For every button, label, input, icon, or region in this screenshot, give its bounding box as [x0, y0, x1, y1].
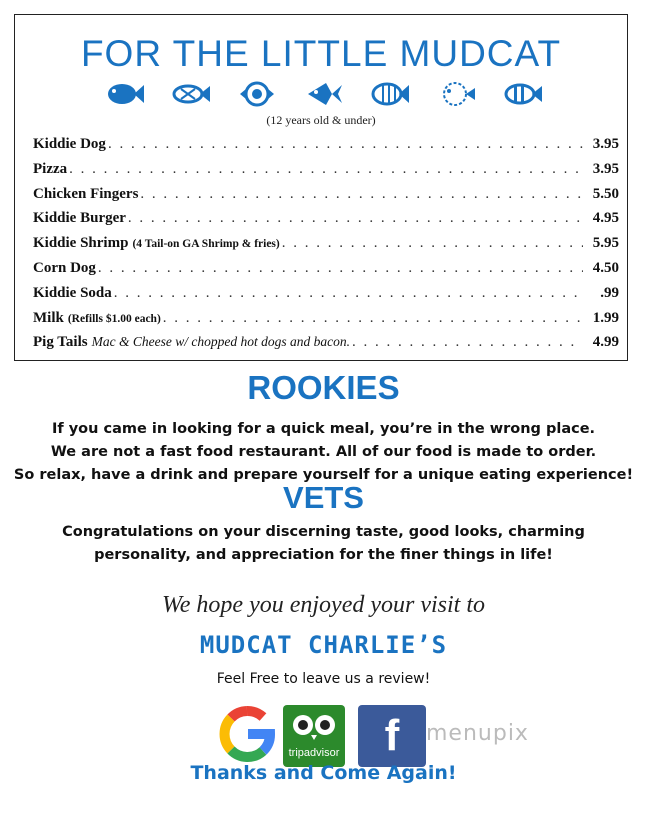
rookies-line: If you came in looking for a quick meal, you’re in the wrong place. — [51, 421, 596, 437]
thanks-message: Thanks and Come Again! — [190, 762, 457, 784]
watermark-text: menupix — [426, 721, 529, 746]
kids-menu-items — [33, 136, 619, 359]
menu-item: Pig Tails Mac & Cheese w/ chopped hot dogs and bacon. . . . 4.99 — [33, 334, 619, 359]
review-prompt: Feel Free to leave us a review! — [216, 671, 431, 687]
fish-icon — [236, 79, 278, 109]
menu-item: Kiddie Soda . . . .99 — [33, 285, 619, 310]
menu-item: Pizza . . . 3.95 — [33, 161, 619, 186]
menu-item: Kiddie Dog . . . 3.95 — [33, 136, 619, 161]
tripadvisor-label: tripadvisor — [288, 747, 340, 759]
fish-icon — [302, 79, 344, 109]
fish-icon — [368, 79, 410, 109]
hope-line: We hope you enjoyed your visit to — [161, 592, 486, 618]
rookies-line: We are not a fast food restaurant. All of our food is made to order. — [50, 444, 597, 460]
fish-icon — [501, 79, 543, 109]
fish-icon — [103, 79, 145, 109]
fish-icon-row — [103, 77, 543, 111]
menu-item: Corn Dog . . . 4.50 — [33, 260, 619, 285]
vets-line: personality, and appreciation for the finer things in life! — [94, 547, 553, 563]
vets-paragraph — [0, 521, 647, 567]
tripadvisor-icon[interactable] — [283, 705, 345, 767]
fish-icon — [435, 79, 477, 109]
review-logos — [216, 703, 536, 765]
age-note: (12 years old & under) — [266, 113, 376, 127]
vets-line: Congratulations on your discerning taste, good looks, charming — [62, 524, 585, 540]
kids-menu-box — [14, 14, 628, 361]
restaurant-name: MUDCAT CHARLIE’S — [199, 631, 448, 659]
vets-heading: VETS — [283, 480, 364, 515]
rookies-paragraph — [0, 418, 647, 487]
kids-menu-title: FOR THE LITTLE MUDCAT — [80, 33, 562, 74]
facebook-icon[interactable]: f — [358, 705, 426, 767]
menu-item: Chicken Fingers . . . 5.50 — [33, 186, 619, 211]
menu-item: Kiddie Shrimp (4 Tail-on GA Shrimp & fries) . . . 5.95 — [33, 235, 619, 260]
menu-item: Kiddie Burger . . . 4.95 — [33, 210, 619, 235]
google-icon[interactable] — [216, 703, 278, 765]
rookies-heading: ROOKIES — [247, 369, 400, 406]
fish-icon — [169, 79, 211, 109]
rookies-line: So relax, have a drink and prepare yourself for a unique eating experience! — [13, 467, 634, 483]
menu-item: Milk (Refills $1.00 each) . . . 1.99 — [33, 310, 619, 335]
